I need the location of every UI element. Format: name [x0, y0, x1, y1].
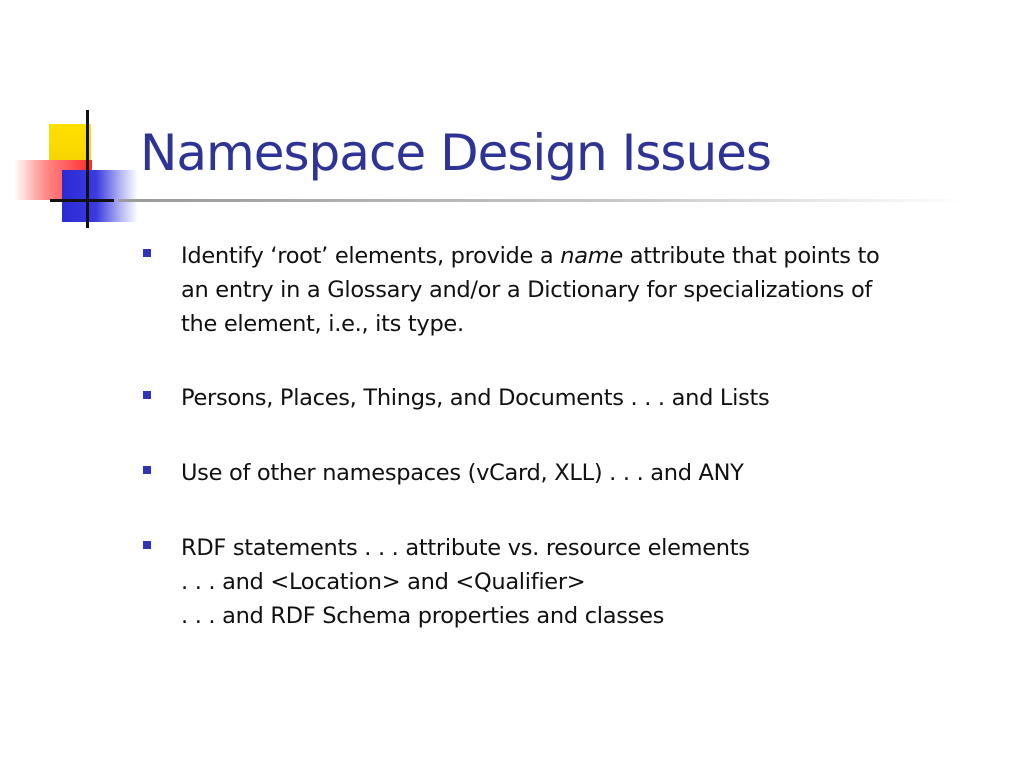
bullet-line: RDF statements . . . attribute vs. resource elements [181, 535, 750, 561]
bullet-line: an entry in a Glossary and/or a Dictionary for specializations of [181, 277, 873, 303]
bullet-square-icon [143, 541, 151, 549]
bullet-square-icon [143, 391, 151, 399]
bullet-line: Persons, Places, Things, and Documents . . . and Lists [181, 385, 770, 411]
title-underline [118, 199, 968, 202]
bullet-text: attribute that points to [622, 243, 880, 269]
bullet-line: the element, i.e., its type. [181, 311, 464, 337]
bullet-text: Identify ‘root’ elements, provide a [181, 243, 561, 269]
bullet-square-icon [143, 466, 151, 474]
bullet-line: Use of other namespaces (vCard, XLL) . . . and ANY [181, 460, 744, 486]
bullet-line: . . . and <Location> and <Qualifier> [181, 569, 586, 595]
bullet-line: . . . and RDF Schema properties and classes [181, 603, 665, 629]
logo-vertical-line [86, 110, 89, 228]
logo-horizontal-line [50, 199, 114, 202]
logo-icon [0, 0, 150, 240]
logo-blue-square [62, 170, 138, 222]
bullet-square-icon [143, 249, 151, 257]
bullet-line [181, 239, 981, 273]
bullet-text-italic: name [560, 243, 623, 269]
slide-title: Namespace Design Issues [140, 124, 771, 182]
